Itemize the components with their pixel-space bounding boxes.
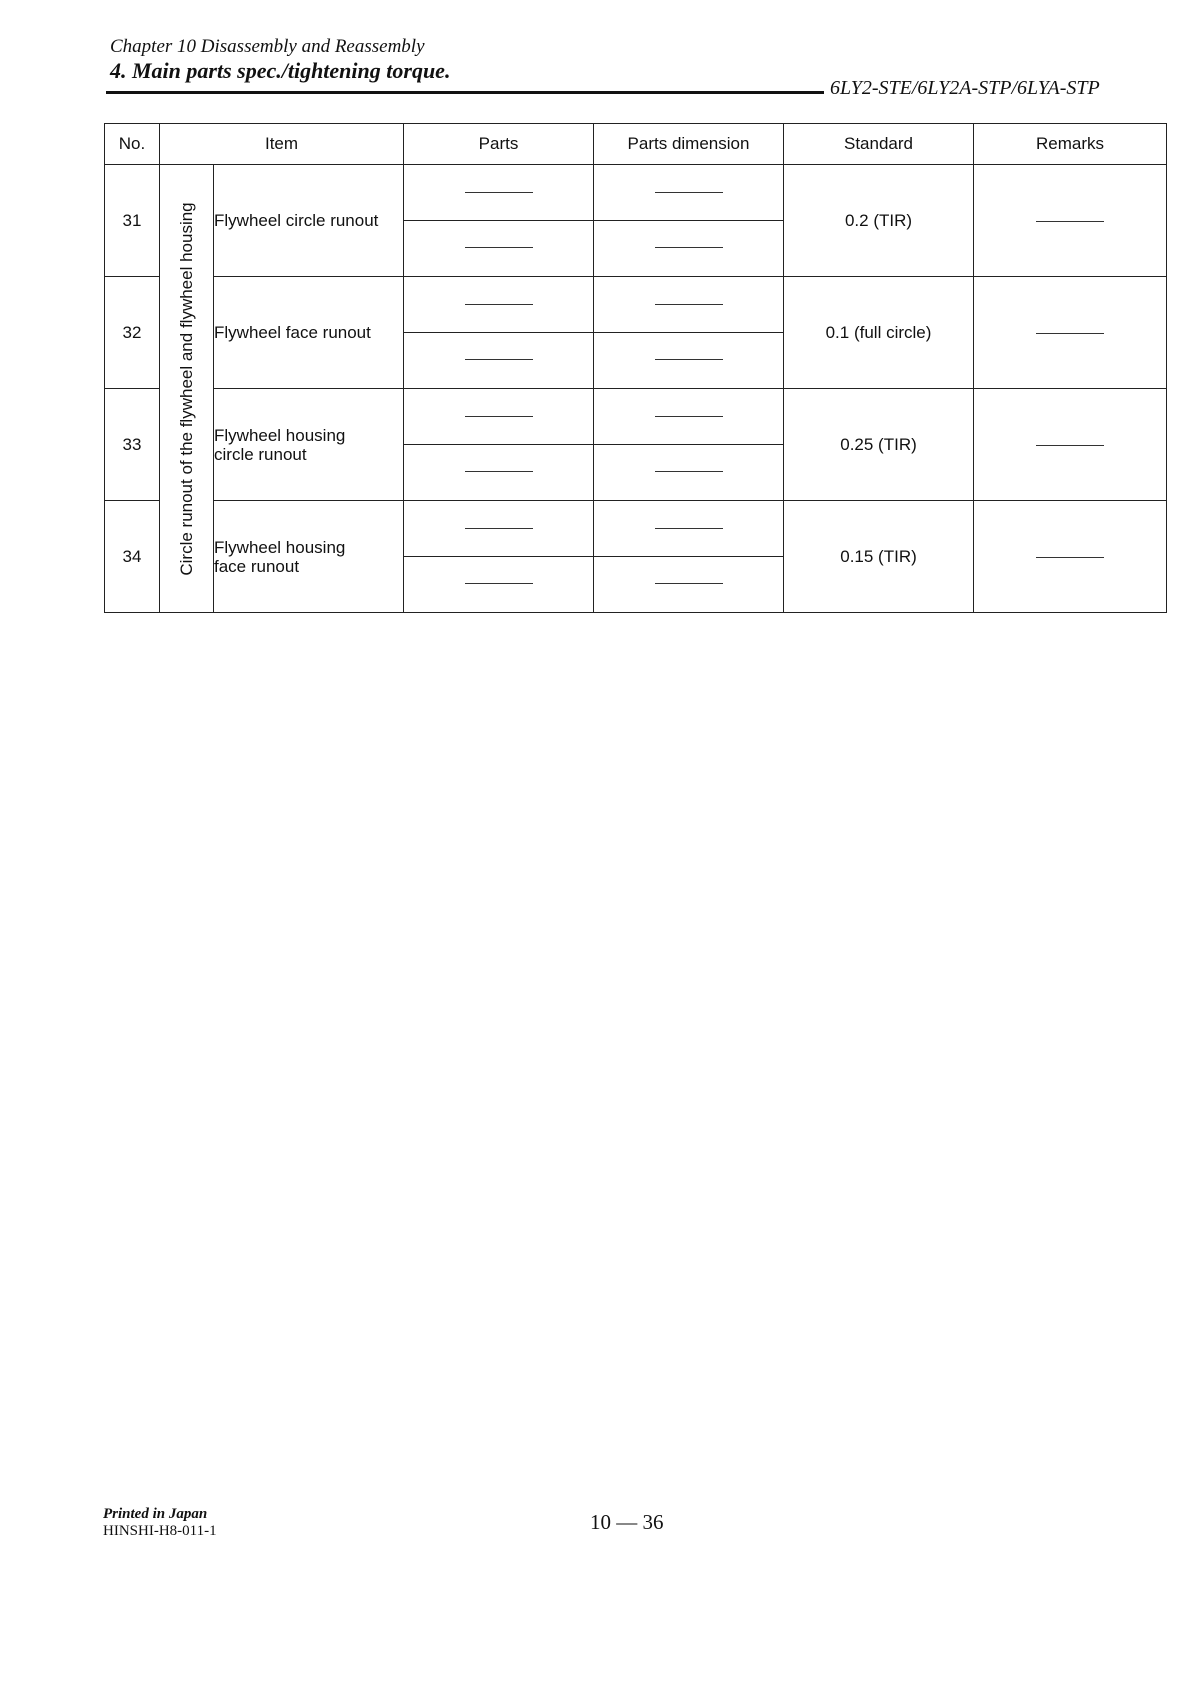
page-number: 10 — 36 [590, 1510, 664, 1534]
parts-dimension-cell [594, 165, 784, 277]
table-row [105, 277, 1167, 389]
table-header-row [105, 124, 1167, 165]
row-number: 34 [105, 501, 160, 613]
group-cell [160, 165, 214, 613]
standard-value: 0.1 (full circle) [784, 277, 974, 389]
row-number: 31 [105, 165, 160, 277]
remarks-cell [974, 389, 1167, 501]
col-header-item: Item [160, 124, 404, 165]
parts-cell [404, 277, 594, 389]
parts-dimension-cell [594, 277, 784, 389]
printed-in: Printed in Japan [103, 1506, 208, 1522]
table-row [105, 389, 1167, 501]
spec-table [104, 123, 1167, 613]
standard-value: 0.15 (TIR) [784, 501, 974, 613]
standard-value: 0.25 (TIR) [784, 389, 974, 501]
item-name: Flywheel housing face runout [214, 501, 404, 613]
col-header-parts: Parts [404, 124, 594, 165]
remarks-cell [974, 165, 1167, 277]
col-header-no: No. [105, 124, 160, 165]
remarks-cell [974, 277, 1167, 389]
item-name: Flywheel face runout [214, 277, 404, 389]
item-name: Flywheel housing circle runout [214, 389, 404, 501]
parts-cell [404, 501, 594, 613]
group-label: Circle runout of the flywheel and flywheel housing [176, 201, 196, 576]
remarks-cell [974, 501, 1167, 613]
table-row [105, 165, 1167, 277]
col-header-standard: Standard [784, 124, 974, 165]
parts-dimension-cell [594, 389, 784, 501]
section-title: 4. Main parts spec./tightening torque. [110, 58, 451, 83]
engine-models: 6LY2-STE/6LY2A-STP/6LYA-STP [830, 77, 1100, 99]
chapter-title: Chapter 10 Disassembly and Reassembly [110, 36, 425, 57]
item-name: Flywheel circle runout [214, 165, 404, 277]
footer-info [103, 1506, 217, 1540]
row-number: 32 [105, 277, 160, 389]
row-number: 33 [105, 389, 160, 501]
standard-value: 0.2 (TIR) [784, 165, 974, 277]
document-code: HINSHI-H8-011-1 [103, 1523, 217, 1539]
col-header-parts-dimension: Parts dimension [594, 124, 784, 165]
parts-dimension-cell [594, 501, 784, 613]
parts-cell [404, 389, 594, 501]
header-rule [106, 91, 824, 94]
table-row [105, 501, 1167, 613]
parts-cell [404, 165, 594, 277]
col-header-remarks: Remarks [974, 124, 1167, 165]
